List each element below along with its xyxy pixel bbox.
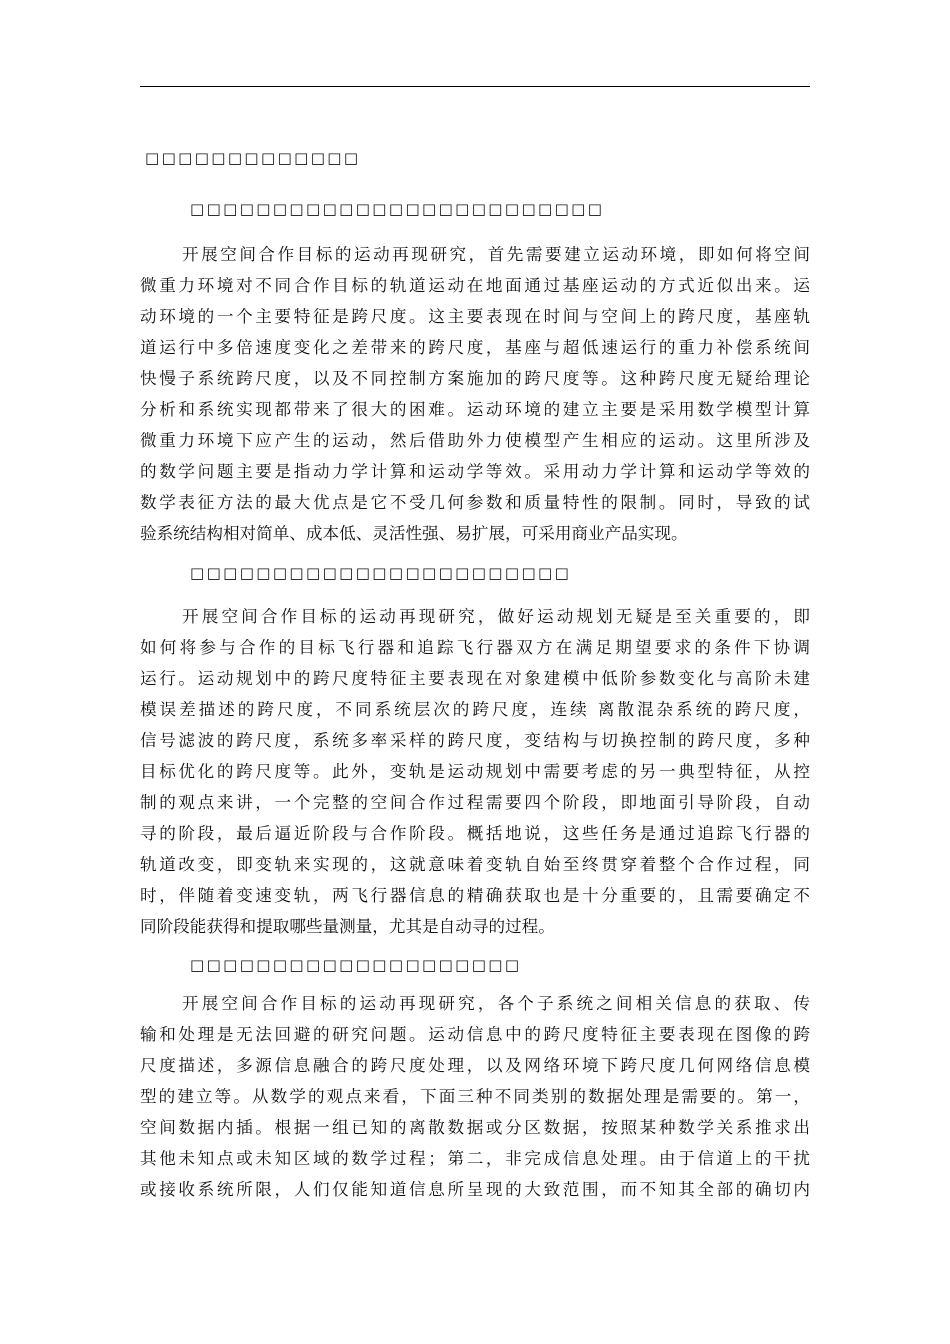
text-line: 同阶段能获得和提取哪些量测量，尤其是自动寻的过程。 — [140, 917, 555, 936]
text-line: 时，伴随着变速变轨，两飞行器信息的精确获取也是十分重要的，且需要确定不 — [140, 886, 810, 905]
text-line: 模误差描述的跨尺度，不同系统层次的跨尺度，连续 离散混杂系统的跨尺度， — [140, 700, 810, 719]
text-line: 型的建立等。从数学的观点来看，下面三种不同类别的数据处理是需要的。第一， — [140, 1087, 810, 1106]
paragraph-motion-environment — [140, 239, 810, 549]
text-line: 尺度描述，多源信息融合的跨尺度处理，以及网络环境下跨尺度几何网络信息模 — [140, 1056, 810, 1075]
text-line: 动环境的一个主要特征是跨尺度。这主要表现在时间与空间上的跨尺度，基座轨 — [140, 307, 810, 326]
text-line: 开展空间合作目标的运动再现研究，各个子系统之间相关信息的获取、传 — [182, 994, 810, 1013]
text-line: 寻的阶段，最后逼近阶段与合作阶段。概括地说，这些任务是通过追踪飞行器的 — [140, 824, 810, 843]
text-line: 如何将参与合作的目标飞行器和追踪飞行器双方在满足期望要求的条件下协调 — [140, 638, 810, 657]
subsection-heading-1: □□□□□□□□□□□□□□□□□□□□□□□□□ — [190, 200, 605, 218]
header-rule — [140, 86, 810, 87]
text-line: 快慢子系统跨尺度，以及不同控制方案施加的跨尺度等。这种跨尺度无疑给理论 — [140, 369, 810, 388]
subsection-heading-3: □□□□□□□□□□□□□□□□□□□□ — [190, 956, 522, 974]
text-line: 其他未知点或未知区域的数学过程；第二，非完成信息处理。由于信道上的干扰 — [140, 1149, 810, 1168]
text-line: 空间数据内插。根据一组已知的离散数据或分区数据，按照某种数学关系推求出 — [140, 1118, 810, 1137]
text-line: 的数学问题主要是指动力学计算和运动学等效。采用动力学计算和运动学等效的 — [140, 462, 810, 481]
paragraph-motion-planning — [140, 601, 810, 942]
text-line: 开展空间合作目标的运动再现研究，做好运动规划无疑是至关重要的，即 — [182, 607, 810, 626]
text-line: 验系统结构相对简单、成本低、灵活性强、易扩展，可采用商业产品实现。 — [140, 524, 688, 543]
text-line: 开展空间合作目标的运动再现研究，首先需要建立运动环境，即如何将空间 — [182, 245, 810, 264]
text-line: 微重力环境对不同合作目标的轨道运动在地面通过基座运动的方式近似出来。运 — [140, 276, 810, 295]
text-line: 输和处理是无法回避的研究问题。运动信息中的跨尺度特征主要表现在图像的跨 — [140, 1025, 810, 1044]
text-line: 轨道改变，即变轨来实现的，这就意味着变轨自始至终贯穿着整个合作过程，同 — [140, 855, 810, 874]
text-line: 微重力环境下应产生的运动，然后借助外力使模型产生相应的运动。这里所涉及 — [140, 431, 810, 450]
subsection-heading-2: □□□□□□□□□□□□□□□□□□□□□□□ — [190, 564, 572, 582]
text-line: 数学表征方法的最大优点是它不受几何参数和质量特性的限制。同时，导致的试 — [140, 493, 810, 512]
text-line: 运行。运动规划中的跨尺度特征主要表现在对象建模中低阶参数变化与高阶未建 — [140, 669, 810, 688]
text-line: 制的观点来讲，一个完整的空间合作过程需要四个阶段，即地面引导阶段，自动 — [140, 793, 810, 812]
section-title: □□□□□□□□□□□□□ — [145, 149, 361, 167]
text-line: 目标优化的跨尺度等。此外，变轨是运动规划中需要考虑的另一典型特征，从控 — [140, 762, 810, 781]
text-line: 或接收系统所限，人们仅能知道信息所呈现的大致范围，而不知其全部的确切内 — [140, 1180, 810, 1199]
paragraph-motion-information — [140, 988, 810, 1205]
text-line: 道运行中多倍速度变化之差带来的跨尺度，基座与超低速运行的重力补偿系统间 — [140, 338, 810, 357]
text-line: 信号滤波的跨尺度，系统多率采样的跨尺度，变结构与切换控制的跨尺度，多种 — [140, 731, 810, 750]
text-line: 分析和系统实现都带来了很大的困难。运动环境的建立主要是采用数学模型计算 — [140, 400, 810, 419]
